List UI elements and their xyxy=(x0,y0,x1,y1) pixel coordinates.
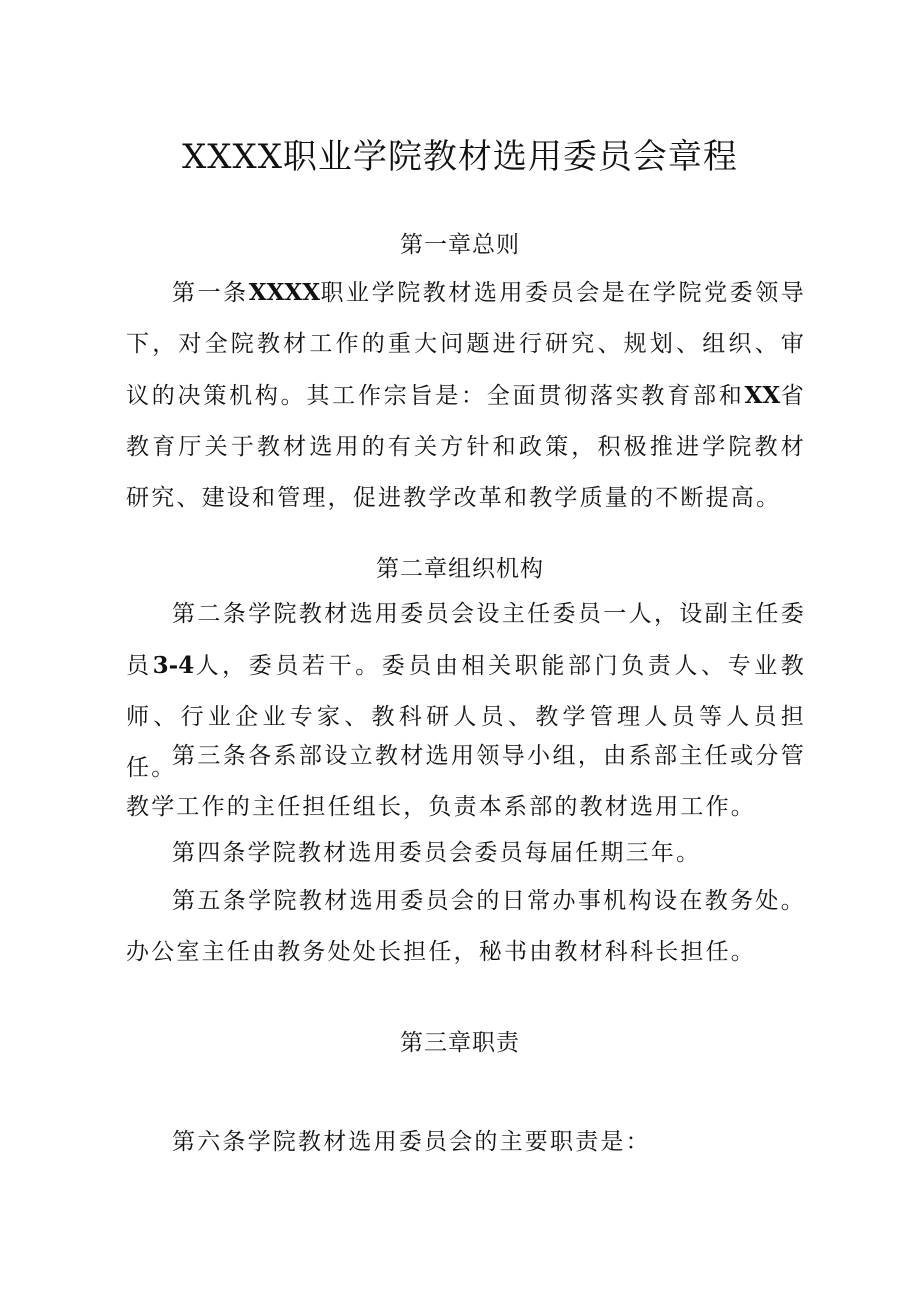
article-3: 第三条各系部设立教材选用领导小组，由系部主任或分管教学工作的主任担任组长，负责本系部的教材选用工作。 xyxy=(126,743,806,820)
article-1-body: 职业学院教材选用委员会是在学院党委领导下，对全院教材工作的重大问题进行研究、规划、组织、审议的决策机构。其工作宗旨是：全面贯彻落实教育部和 xyxy=(126,280,806,409)
article-1 xyxy=(126,267,806,524)
article-4: 第四条学院教材选用委员会委员每届任期三年。 xyxy=(172,840,702,866)
chapter-2-heading: 第二章组织机构 xyxy=(376,556,544,582)
document-title: XXXX职业学院教材选用委员会章程 xyxy=(182,137,738,177)
province-placeholder: XX xyxy=(744,382,781,409)
article-2-prefix: 第二条学院教材选用委员会设主任委员一人，设副主任委员 xyxy=(126,601,806,679)
chapter-1-heading: 第一章总则 xyxy=(400,232,520,258)
vice-chair-count: 3-4 xyxy=(152,652,195,679)
article-1-prefix: 第一条 xyxy=(172,280,249,306)
article-2-tail: 人，委员若干。委员由相关职能部门负责人、专业教师、行业企业专家、教科研人员、教学管理人员等人员担任。 xyxy=(126,653,806,781)
college-placeholder: XXXX xyxy=(248,279,321,306)
article-1-tail: 省教育厅关于教材选用的有关方针和政策，积极推进学院教材研究、建设和管理，促进教学改革和教学质量的不断提高。 xyxy=(126,383,806,511)
article-6: 第六条学院教材选用委员会的主要职责是： xyxy=(172,1129,651,1155)
chapter-3-heading: 第三章职责 xyxy=(400,1030,520,1056)
article-5: 第五条学院教材选用委员会的日常办事机构设在教务处。办公室主任由教务处处长担任，秘书由教材科科长担任。 xyxy=(126,888,806,965)
